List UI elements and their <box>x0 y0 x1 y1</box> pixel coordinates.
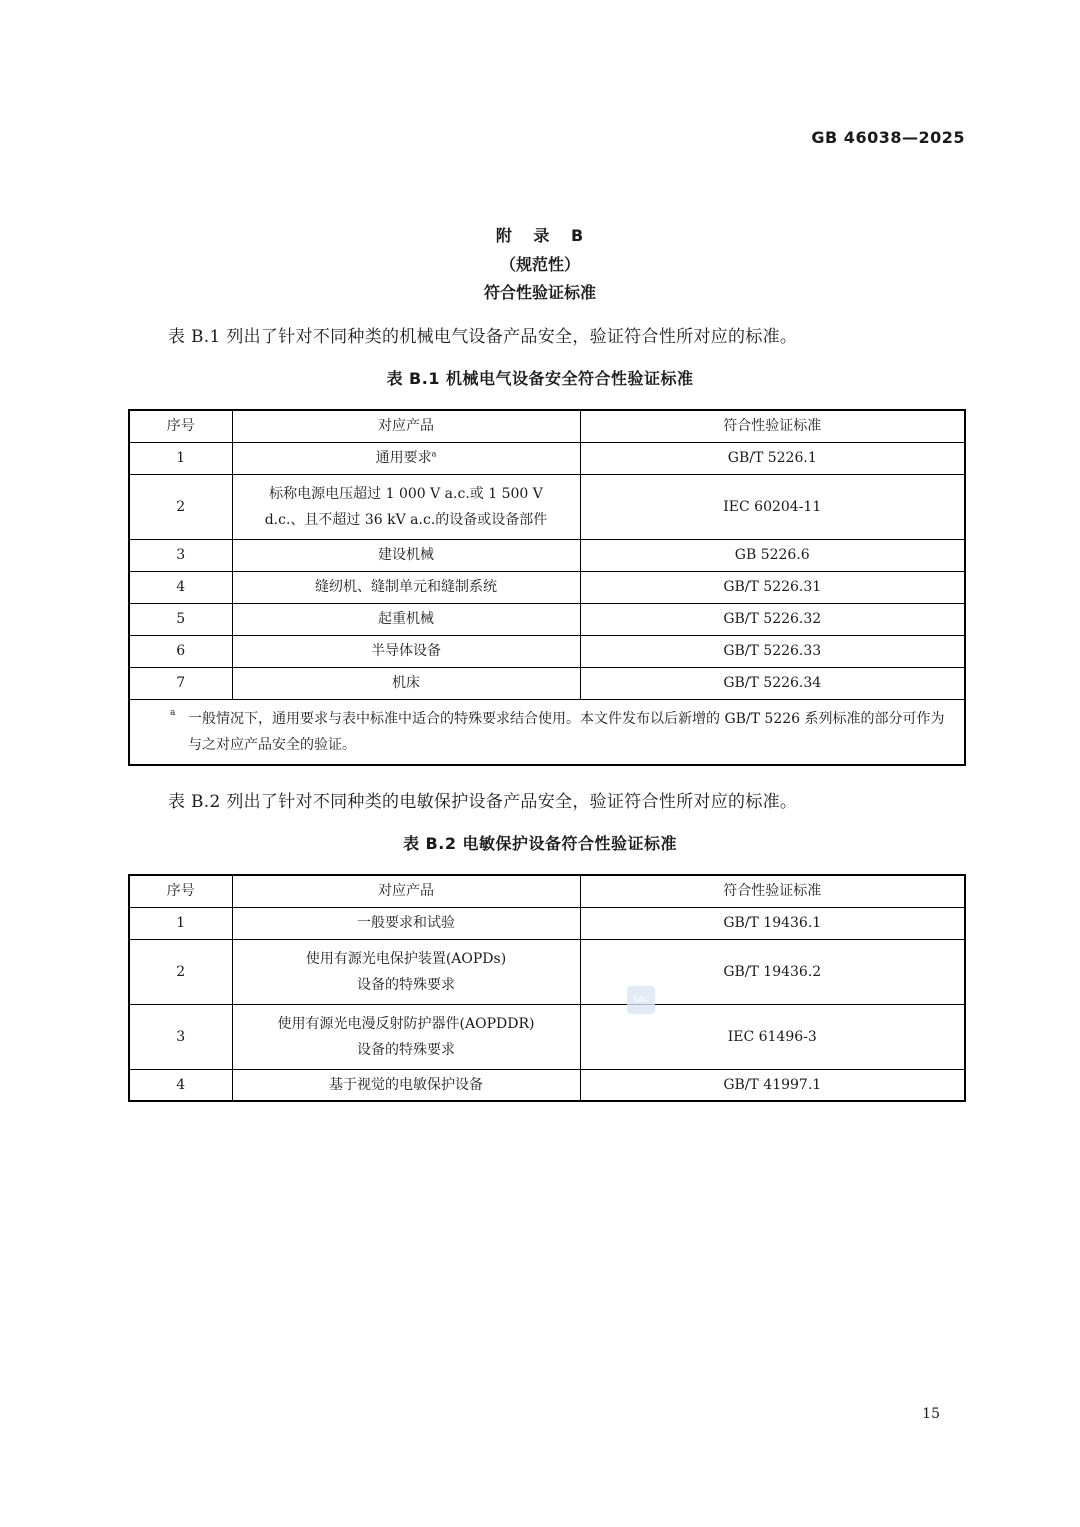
header-no: 序号 <box>129 875 232 907</box>
sac-watermark-logo: SAC <box>627 986 655 1014</box>
row-no: 1 <box>129 907 232 939</box>
table-row <box>129 1004 965 1069</box>
footnote-ref: a <box>431 449 437 459</box>
header-product: 对应产品 <box>232 875 580 907</box>
table-row <box>129 571 965 603</box>
header-standard: 符合性验证标准 <box>580 875 965 907</box>
table1-intro: 表 B.1 列出了针对不同种类的机械电气设备产品安全，验证符合性所对应的标准。 <box>168 327 798 347</box>
table-row <box>129 603 965 635</box>
row-no: 6 <box>129 635 232 667</box>
table1-caption: 表 B.1 机械电气设备安全符合性验证标准 <box>386 369 694 388</box>
row-product: 半导体设备 <box>232 635 580 667</box>
row-no: 2 <box>129 474 232 539</box>
table2-caption: 表 B.2 电敏保护设备符合性验证标准 <box>402 834 678 853</box>
row-product <box>232 474 580 539</box>
row-no: 2 <box>129 939 232 1004</box>
product-line-1: 标称电源电压超过 1 000 V a.c.或 1 500 V <box>269 485 543 502</box>
row-product: 缝纫机、缝制单元和缝制系统 <box>232 571 580 603</box>
row-product: 一般要求和试验 <box>232 907 580 939</box>
table-row <box>129 1069 965 1101</box>
table-b2 <box>128 874 966 1102</box>
row-product: 建设机械 <box>232 539 580 571</box>
footnote-cell <box>129 699 965 765</box>
table-b1 <box>128 409 966 766</box>
row-no: 7 <box>129 667 232 699</box>
row-no: 5 <box>129 603 232 635</box>
row-standard: GB/T 5226.33 <box>580 635 965 667</box>
product-line-2: 设备的特殊要求 <box>357 976 455 993</box>
row-standard: GB/T 5226.31 <box>580 571 965 603</box>
product-line-1: 使用有源光电保护装置(AOPDs) <box>305 950 507 967</box>
row-product <box>232 442 580 474</box>
product-text: 通用要求 <box>375 450 432 466</box>
product-line-2: 设备的特殊要求 <box>357 1041 455 1058</box>
annex-label: 附 录 B <box>495 226 585 245</box>
row-no: 3 <box>129 1004 232 1069</box>
row-no: 1 <box>129 442 232 474</box>
row-product <box>232 1004 580 1069</box>
table-row <box>129 442 965 474</box>
row-standard: GB/T 19436.2 <box>580 939 965 1004</box>
row-no: 4 <box>129 571 232 603</box>
header-product: 对应产品 <box>232 410 580 442</box>
annex-title: 符合性验证标准 <box>483 283 596 302</box>
row-product: 基于视觉的电敏保护设备 <box>232 1069 580 1101</box>
row-product: 机床 <box>232 667 580 699</box>
row-standard: GB 5226.6 <box>580 539 965 571</box>
header-standard: 符合性验证标准 <box>580 410 965 442</box>
annex-heading <box>0 222 1080 308</box>
footnote-row <box>129 699 965 765</box>
row-standard: GB/T 41997.1 <box>580 1069 965 1101</box>
row-product <box>232 939 580 1004</box>
page-number: 15 <box>922 1406 940 1422</box>
table-row <box>129 474 965 539</box>
row-standard: GB/T 5226.34 <box>580 667 965 699</box>
product-line-1: 使用有源光电漫反射防护器件(AOPDDR) <box>277 1015 535 1032</box>
product-line-2: d.c.、且不超过 36 kV a.c.的设备或设备部件 <box>264 511 548 528</box>
row-standard: GB/T 5226.32 <box>580 603 965 635</box>
table-row <box>129 939 965 1004</box>
row-no: 3 <box>129 539 232 571</box>
table-row <box>129 907 965 939</box>
footnote-mark: a <box>170 707 176 718</box>
table2-intro: 表 B.2 列出了针对不同种类的电敏保护设备产品安全，验证符合性所对应的标准。 <box>168 792 798 812</box>
row-standard: IEC 61496-3 <box>580 1004 965 1069</box>
row-no: 4 <box>129 1069 232 1101</box>
row-product: 起重机械 <box>232 603 580 635</box>
standard-number: GB 46038—2025 <box>811 128 965 147</box>
table-row <box>129 539 965 571</box>
table-header-row <box>129 875 965 907</box>
footnote-text: 一般情况下，通用要求与表中标准中适合的特殊要求结合使用。本文件发布以后新增的 GB/T 5226 系列标准的部分可作为与之对应产品安全的验证。 <box>188 710 945 753</box>
table-row <box>129 635 965 667</box>
row-standard: GB/T 19436.1 <box>580 907 965 939</box>
row-standard: GB/T 5226.1 <box>580 442 965 474</box>
annex-type: （规范性） <box>499 254 580 274</box>
table-header-row <box>129 410 965 442</box>
header-no: 序号 <box>129 410 232 442</box>
table-row <box>129 667 965 699</box>
row-standard: IEC 60204-11 <box>580 474 965 539</box>
